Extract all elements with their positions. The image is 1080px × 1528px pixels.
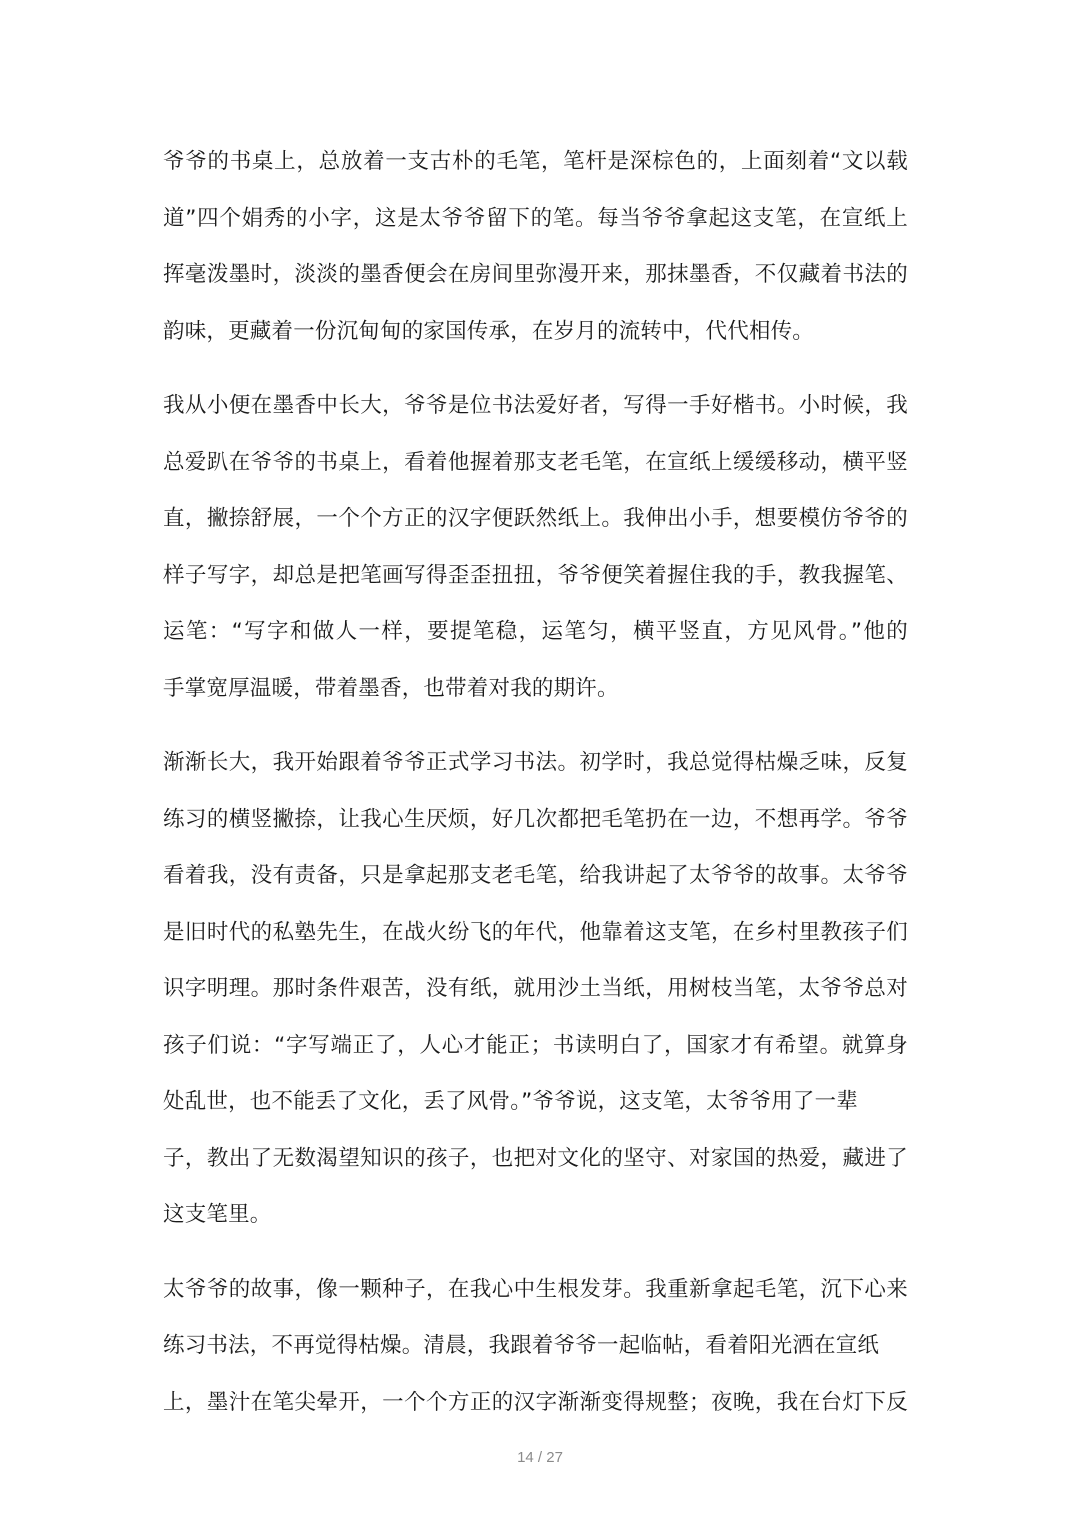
text-line: 挥毫泼墨时，淡淡的墨香便会在房间里弥漫开来，那抹墨香，不仅藏着书法的 xyxy=(163,262,908,287)
paragraph-4 xyxy=(163,1262,908,1432)
text-line: 渐渐长大，我开始跟着爷爷正式学习书法。初学时，我总觉得枯燥乏味，反复 xyxy=(163,750,908,775)
text-line: 手掌宽厚温暖，带着墨香，也带着对我的期许。 xyxy=(163,675,619,701)
paragraph-2 xyxy=(163,378,908,717)
text-line: 太爷爷的故事，像一颗种子，在我心中生根发芽。我重新拿起毛笔，沉下心来 xyxy=(163,1276,908,1302)
text-line: 道”四个娟秀的小字，这是太爷爷留下的笔。每当爷爷拿起这支笔，在宣纸上 xyxy=(163,205,908,231)
page-indicator: 14 / 27 xyxy=(517,1449,563,1466)
paragraph-3 xyxy=(163,735,908,1244)
text-line: 子，教出了无数渴望知识的孩子，也把对文化的坚守、对家国的热爱，藏进了 xyxy=(163,1145,908,1171)
text-line: 运笔：“写字和做人一样，要提笔稳，运笔匀，横平竖直，方见风骨。”他的 xyxy=(163,619,908,644)
text-line: 韵味，更藏着一份沉甸甸的家国传承，在岁月的流转中，代代相传。 xyxy=(163,318,815,344)
text-line: 这支笔里。 xyxy=(163,1202,272,1227)
text-line: 练习的横竖撇捺，让我心生厌烦，好几次都把毛笔扔在一边，不想再学。爷爷 xyxy=(163,806,908,832)
text-line: 是旧时代的私塾先生，在战火纷飞的年代，他靠着这支笔，在乡村里教孩子们 xyxy=(163,919,908,945)
document-body xyxy=(163,134,908,1449)
text-line: 看着我，没有责备，只是拿起那支老毛笔，给我讲起了太爷爷的故事。太爷爷 xyxy=(163,863,908,888)
text-line: 直，撇捺舒展，一个个方正的汉字便跃然纸上。我伸出小手，想要模仿爷爷的 xyxy=(163,506,908,531)
text-line: 爷爷的书桌上，总放着一支古朴的毛笔，笔杆是深棕色的，上面刻着“文以载 xyxy=(163,149,908,174)
paragraph-1 xyxy=(163,134,908,360)
text-line: 处乱世，也不能丢了文化，丢了风骨。”爷爷说，这支笔，太爷爷用了一辈 xyxy=(163,1089,858,1114)
text-line: 我从小便在墨香中长大，爷爷是位书法爱好者，写得一手好楷书。小时候，我 xyxy=(163,393,908,418)
text-line: 练习书法，不再觉得枯燥。清晨，我跟着爷爷一起临帖，看着阳光洒在宣纸 xyxy=(163,1333,880,1358)
text-line: 孩子们说：“字写端正了，人心才能正；书读明白了，国家才有希望。就算身 xyxy=(163,1032,908,1058)
text-line: 样子写字，却总是把笔画写得歪歪扭扭，爷爷便笑着握住我的手，教我握笔、 xyxy=(163,562,908,588)
text-line: 上，墨汁在笔尖晕开，一个个方正的汉字渐渐变得规整；夜晚，我在台灯下反 xyxy=(163,1389,908,1415)
text-line: 总爱趴在爷爷的书桌上，看着他握着那支老毛笔，在宣纸上缓缓移动，横平竖 xyxy=(163,449,908,475)
text-line: 识字明理。那时条件艰苦，没有纸，就用沙土当纸，用树枝当笔，太爷爷总对 xyxy=(163,976,908,1001)
